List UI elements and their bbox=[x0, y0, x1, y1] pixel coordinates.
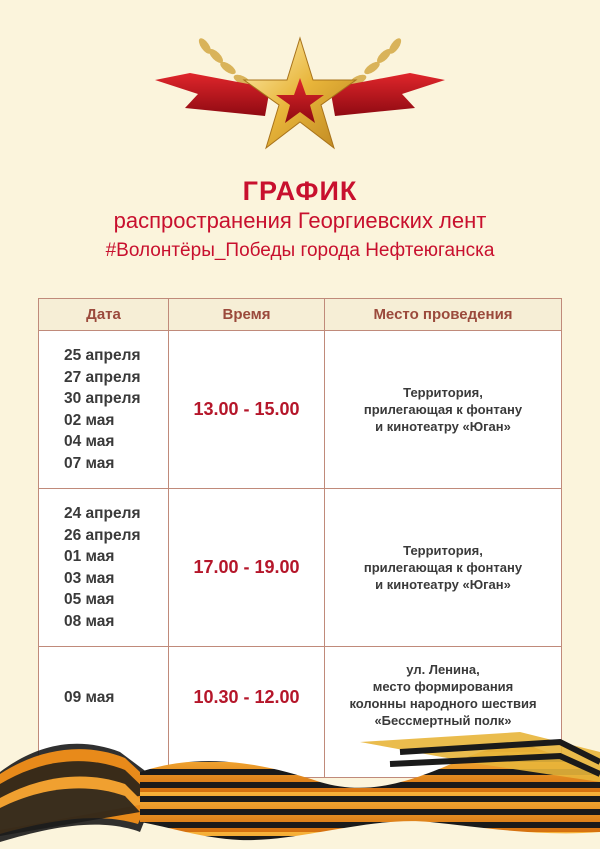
column-header-date: Дата bbox=[39, 299, 169, 330]
place-line: ул. Ленина, bbox=[406, 662, 480, 677]
dates-cell bbox=[39, 489, 169, 646]
date-item: 30 апреля bbox=[64, 390, 141, 407]
st-george-ribbon-icon bbox=[0, 712, 600, 849]
page-subtitle: распространения Георгиевских лент bbox=[113, 208, 487, 233]
hashtag: #Волонтёры_Победы города Нефтеюганска bbox=[105, 240, 495, 261]
place-line: прилегающая к фонтану bbox=[363, 402, 523, 417]
date-item: 09 мая bbox=[64, 689, 115, 706]
date-item: 07 мая bbox=[64, 454, 115, 472]
place-line: и кинотеатру «Юган» bbox=[375, 419, 511, 434]
time-cell: 17.00 - 19.00 bbox=[169, 489, 325, 646]
place-line: Территория, bbox=[403, 385, 483, 400]
schedule-table bbox=[38, 298, 562, 778]
column-header-place: Место проведения bbox=[373, 306, 513, 323]
table-header bbox=[39, 299, 561, 331]
date-item: 08 мая bbox=[64, 612, 115, 630]
place-line: прилегающая к фонтану bbox=[363, 560, 523, 575]
date-item: 27 апреля bbox=[64, 368, 141, 386]
date-item: 01 мая bbox=[64, 548, 115, 565]
table-row bbox=[39, 489, 561, 647]
place-line: «Бессмертный полк» bbox=[374, 713, 512, 728]
time-cell: 10.30 - 12.00 bbox=[169, 647, 325, 778]
place-line: колонны народного шествия bbox=[349, 696, 537, 711]
place-cell bbox=[325, 331, 561, 488]
date-item: 05 мая bbox=[64, 591, 115, 608]
page-title: ГРАФИК bbox=[242, 176, 358, 206]
table-row bbox=[39, 331, 561, 489]
column-header-time: Время bbox=[169, 299, 325, 330]
date-item: 26 апреля bbox=[64, 526, 141, 544]
date-item: 25 апреля bbox=[64, 347, 141, 364]
date-item: 04 мая bbox=[64, 433, 115, 450]
date-item: 02 мая bbox=[64, 411, 115, 429]
place-cell bbox=[325, 489, 561, 646]
time-cell: 13.00 - 15.00 bbox=[169, 331, 325, 488]
star-emblem-icon bbox=[150, 28, 450, 163]
dates-cell bbox=[39, 331, 169, 488]
place-line: Территория, bbox=[403, 543, 483, 558]
place-line: и кинотеатру «Юган» bbox=[375, 577, 511, 592]
place-line: место формирования bbox=[372, 679, 514, 694]
date-item: 03 мая bbox=[64, 569, 115, 587]
date-item: 24 апреля bbox=[64, 505, 141, 522]
